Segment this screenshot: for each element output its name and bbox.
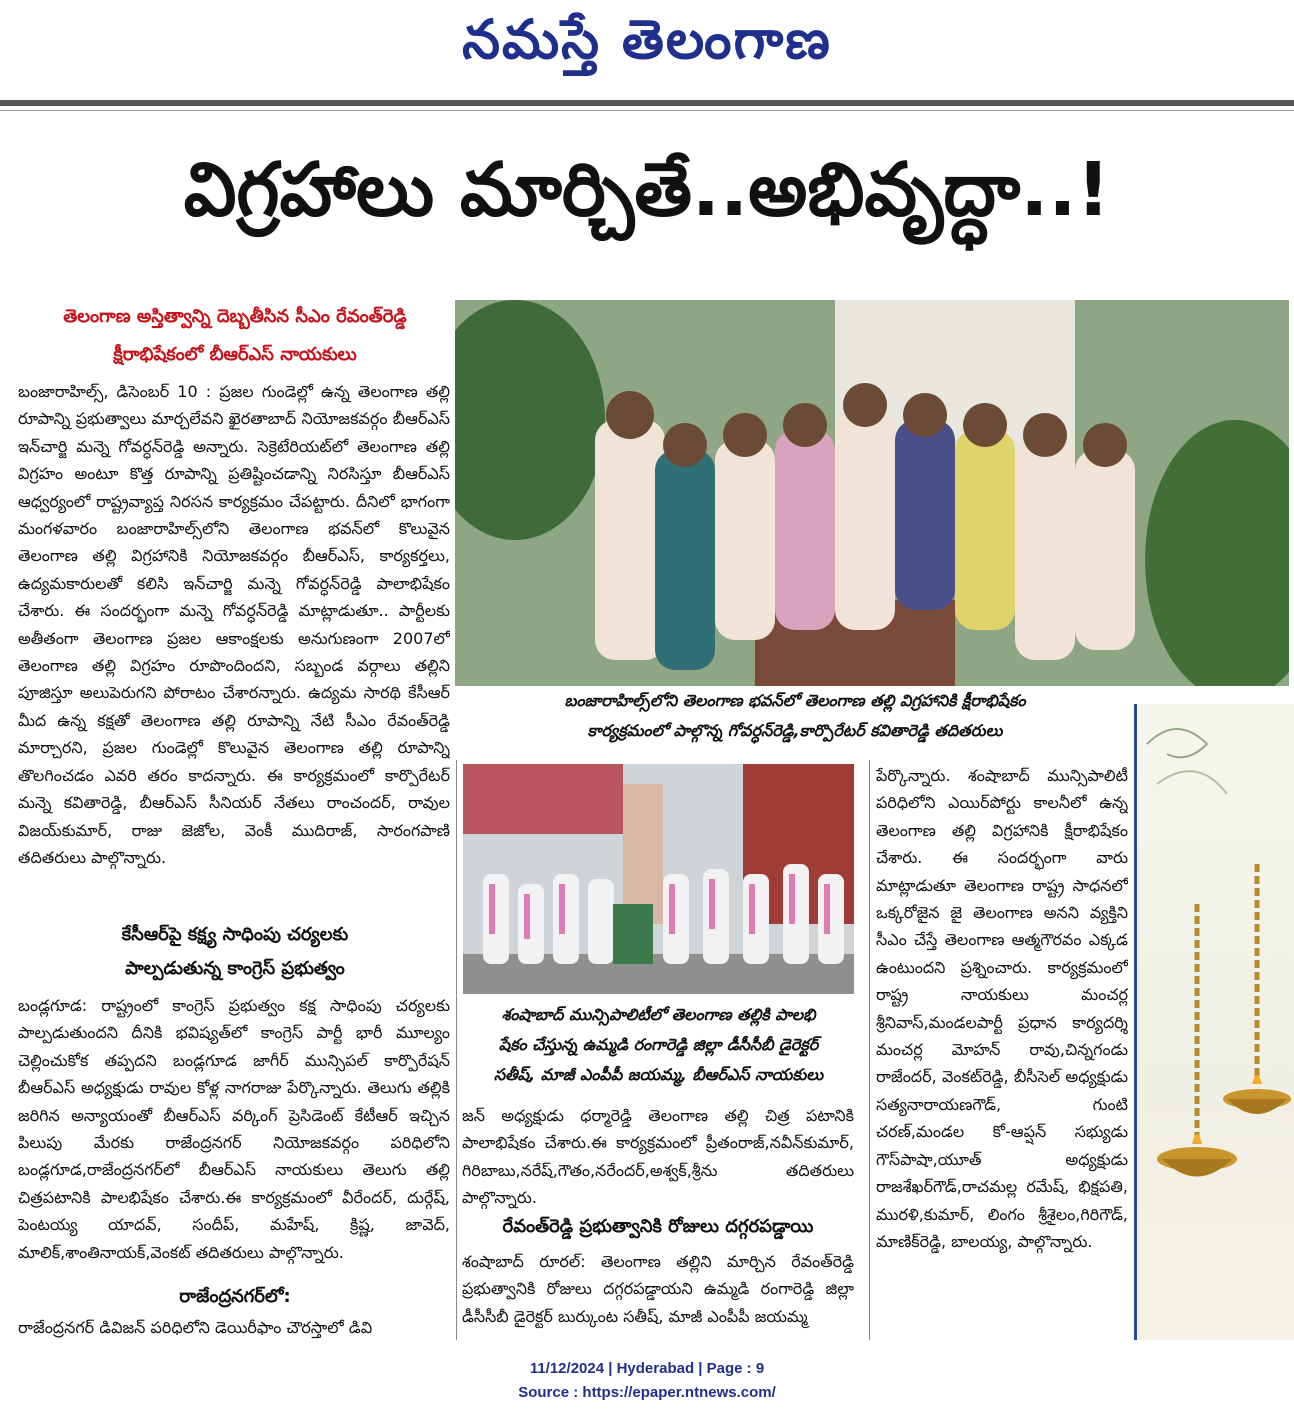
left-article-body: బంజారాహిల్స్‌, డిసెంబర్‌ 10 : ప్రజల గుండెల్లో ఉన్న తెలంగాణ తల్లి రూపాన్ని ప్రభుత్వాలు మార్చలేవని ఖైరతాబాద్‌ నియోజకవర్గం బీఆర్‌ఎస్‌ ఇన్‌చార్జి మన్నె గోవర్ధన్‌రెడ్డి అన్నారు. సెక్రెటేరియట్‌లో తెలంగాణ తల్లి విగ్రహం అంటూ కొత్త రూపాన్ని ప్రతిష్టించడాన్ని నిరసిస్తూ బీఆర్‌ఎస్‌ ఆధ్వర్యంలో రాష్ట్రవ్యాప్త నిరసన కార్యక్రమం చేపట్టారు. దీనిలో భాగంగా మంగళవారం బంజారాహిల్స్‌లోని తెలంగాణ భవన్‌లో కొలువైన తెలంగాణ తల్లి విగ్రహానికి నియోజకవర్గం బీఆర్‌ఎస్‌, కార్యకర్తలు, ఉద్యమకారులతో కలిసి ఇన్‌చార్జి మన్నె గోవర్ధన్‌రెడ్డి పాలాభిషేకం చేశారు. ఈ సందర్భంగా మన్నె గోవర్ధన్‌రెడ్డి మాట్లాడుతూ.. పార్టీలకు అతీతంగా తెలంగాణ ప్రజల ఆకాంక్షలకు అనుగుణంగా 2007లో తెలంగాణ తల్లి విగ్రహం రూపొందిందని, సబ్బండ వర్గాలు తల్లిని పూజిస్తూ అలుపెరుగని పోరాటం చేశారన్నారు. ఉద్యమ సారథి కేసీఆర్‌ మీద ఉన్న కక్షతో తెలంగాణ తల్లి రూపాన్ని నేటి సీఎం రేవంత్‌రెడ్డి మార్చారని, ప్రజల గుండెల్లో కొలువైన తెలంగాణ తల్లి రూపాన్ని తొలగించడం ఎవరి తరం కాదన్నారు. ఈ కార్యక్రమంలో కార్పొరేటర్‌ మన్నె కవితారెడ్డి, బీఆర్‌ఎస్‌ సీనియర్‌ నేతలు రాంచందర్‌, రావుల విజయ్‌కుమార్‌, రాజు జెజోల, వెంకీ ముదిరాజ్‌, సారంగపాణి తదితరులు పాల్గొన్నారు. — [18, 382, 450, 867]
masthead-logo: నమస్తే తెలంగాణ — [462, 7, 832, 71]
middle-subhead: రేవంత్‌రెడ్డి ప్రభుత్వానికి రోజులు దగ్గరపడ్డాయి — [502, 1216, 814, 1237]
left-subhead-4: పాల్పడుతున్న కాంగ్రెస్‌ ప్రభుత్వం — [125, 958, 345, 979]
photo-shamshabad — [463, 764, 854, 994]
left-subhead-1: తెలంగాణ అస్తిత్వాన్ని దెబ్బతీసిన సీఎం రేవంత్‌రెడ్డి — [63, 306, 407, 327]
advertisement-oil-lamps — [1134, 704, 1294, 1340]
photo-telangana-bhavan — [455, 300, 1289, 686]
photo2-people-illustration — [463, 764, 854, 994]
oil-lamp-icon — [1137, 704, 1294, 1340]
photo2-caption-line3: సతీష్‌, మాజీ ఎంపీపీ జయమ్మ, బీఆర్‌ఎస్‌ నాయకులు — [493, 1065, 824, 1084]
photo2-caption-line2: షేకం చేస్తున్న ఉమ్మడి రంగారెడ్డి జిల్లా డీసీసీబీ డైరెక్టర్‌ — [498, 1035, 819, 1054]
masthead-rule-thin — [0, 110, 1294, 111]
left-article-body-3: రాజేంద్రనగర్‌ డివిజన్‌ పరిధిలోని డెయిరీఫాం చౌరస్తాలో డివి — [18, 1318, 373, 1337]
photo-people-illustration — [455, 300, 1289, 686]
left-subhead-5: రాజేంద్రనగర్‌లో: — [179, 1286, 291, 1307]
left-subhead-2: క్షీరాభిషేకంలో బీఆర్‌ఎస్‌ నాయకులు — [113, 344, 357, 365]
middle-article-body-1: జన్‌ అధ్యక్షుడు ధర్మారెడ్డి తెలంగాణ తల్లి చిత్ర పటానికి పాలాభిషేకం చేశారు.ఈ కార్యక్రమంలో ప్రీతంరాజ్‌,నవీన్‌కుమార్‌, గిరిబాబు,నరేష్‌,గౌతం,నరేందర్‌,అశ్వక్‌,శ్రీను తదితరులు పాల్గొన్నారు. — [462, 1106, 854, 1208]
footer-date-edition: 11/12/2024 | Hyderabad | Page : 9 — [529, 1360, 765, 1377]
middle-article-body-2: శంషాబాద్‌ రూరల్‌: తెలంగాణ తల్లిని మార్చిన రేవంత్‌రెడ్డి ప్రభుత్వానికి రోజులు దగ్గరపడ్డాయని ఉమ్మడి రంగారెడ్డి జిల్లా డీసీసీబీ డైరెక్టర్‌ బుర్కుంట సతీష్‌, మాజీ ఎంపీపీ జయమ్మ — [462, 1252, 854, 1326]
footer-source-link[interactable]: Source : https://epaper.ntnews.com/ — [518, 1384, 776, 1401]
headline: విగ్రహాలు మార్చితే..అభివృద్ధా..! — [183, 147, 1111, 233]
column-divider — [456, 760, 457, 1340]
column-divider-2 — [869, 760, 870, 1340]
photo1-caption-line2: కార్యక్రమంలో పాల్గొన్న గోవర్ధన్‌రెడ్డి,కార్పొరేటర్‌ కవితారెడ్డి తదితరులు — [587, 721, 1003, 740]
left-article-body-2: బండ్లగూడ: రాష్ట్రంలో కాంగ్రెస్‌ ప్రభుత్వం కక్ష సాధింపు చర్యలకు పాల్పడుతుందని దీనికి భవిష్యత్‌లో కాంగ్రెస్‌ పార్టీ భారీ మూల్యం చెల్లించుకోక తప్పదని బండ్లగూడ జాగీర్‌ మున్సిపల్‌ కార్పొరేషన్‌ బీఆర్‌ఎస్‌ అధ్యక్షుడు రావుల కోళ్ల నాగరాజు పేర్కొన్నారు. తెలుగు తల్లికి జరిగిన అన్యాయంతో బీఆర్‌ఎస్‌ వర్కింగ్‌ ప్రెసిడెంట్‌ కేటీఆర్‌ ఇచ్చిన పిలుపు మేరకు రాజేంద్రనగర్‌ నియోజకవర్గం పరిధిలోని బండ్లగూడ,రాజేంద్రనగర్‌లో బీఆర్‌ఎస్‌ నాయకులు తెలుగు తల్లి చిత్రపటానికి పాలభిషేకం చేశారు.ఈ కార్యక్రమంలో వీరేందర్‌, దుర్గేష్‌, పెంటయ్య యాదవ్‌, సందీప్‌, మహేష్‌, క్రిష్ణ, జావెద్‌, మాలిక్‌,శాంతినాయక్‌,వెంకట్‌ తదితరులు పాల్గొన్నారు. — [18, 996, 450, 1262]
left-subhead-3: కేసీఆర్‌పై కక్ష్య సాధింపు చర్యలకు — [121, 924, 349, 945]
masthead-rule — [0, 100, 1294, 106]
right-article-body: పేర్కొన్నారు. శంషాబాద్‌ మున్సిపాలిటీ పరిధిలోని ఎయిర్‌పోర్టు కాలనీలో ఉన్న తెలంగాణ తల్లి విగ్రహానికి క్షీరాభిషేకం చేశారు. ఈ సందర్భంగా వారు మాట్లాడుతూ తెలంగాణ రాష్ట్ర సాధనలో ఒక్కరోజైన జై తెలంగాణ అనని వ్యక్తిని సీఎం చేస్తే తెలంగాణ ఆత్మగౌరవం ఎక్కడ ఉంటుందని ప్రశ్నించారు. కార్యక్రమంలో రాష్ట్ర నాయకులు మంచర్ల శ్రీనివాస్‌,మండలపార్టీ ప్రధాన కార్యదర్శి మంచర్ల మోహన్‌ రావు,చిన్నగండు రాజేందర్‌, వెంకట్‌రెడ్డి, బీసీసెల్‌ అధ్యక్షుడు సత్యనారాయణగౌడ్‌, గుంటి చరణ్‌,మండల కో-ఆప్షన్‌ సభ్యుడు గౌస్‌పాషా,యూత్‌ అధ్యక్షుడు రాజశేఖర్‌గౌడ్‌,రాచమల్ల రమేష్‌, భిక్షపతి, మురళి,కుమార్‌, లింగం శ్రీశైలం,గిరిగౌడ్‌, మాణిక్‌రెడ్డి, బాలయ్య, పాల్గొన్నారు. — [876, 766, 1128, 1251]
photo1-caption-line1: బంజారాహిల్స్‌లోని తెలంగాణ భవన్‌లో తెలంగాణ తల్లి విగ్రహానికి క్షీరాభిషేకం — [564, 691, 1026, 710]
photo2-caption-line1: శంషాబాద్‌ మున్సిపాలిటీలో తెలంగాణ తల్లికి పాలభి — [501, 1005, 816, 1024]
